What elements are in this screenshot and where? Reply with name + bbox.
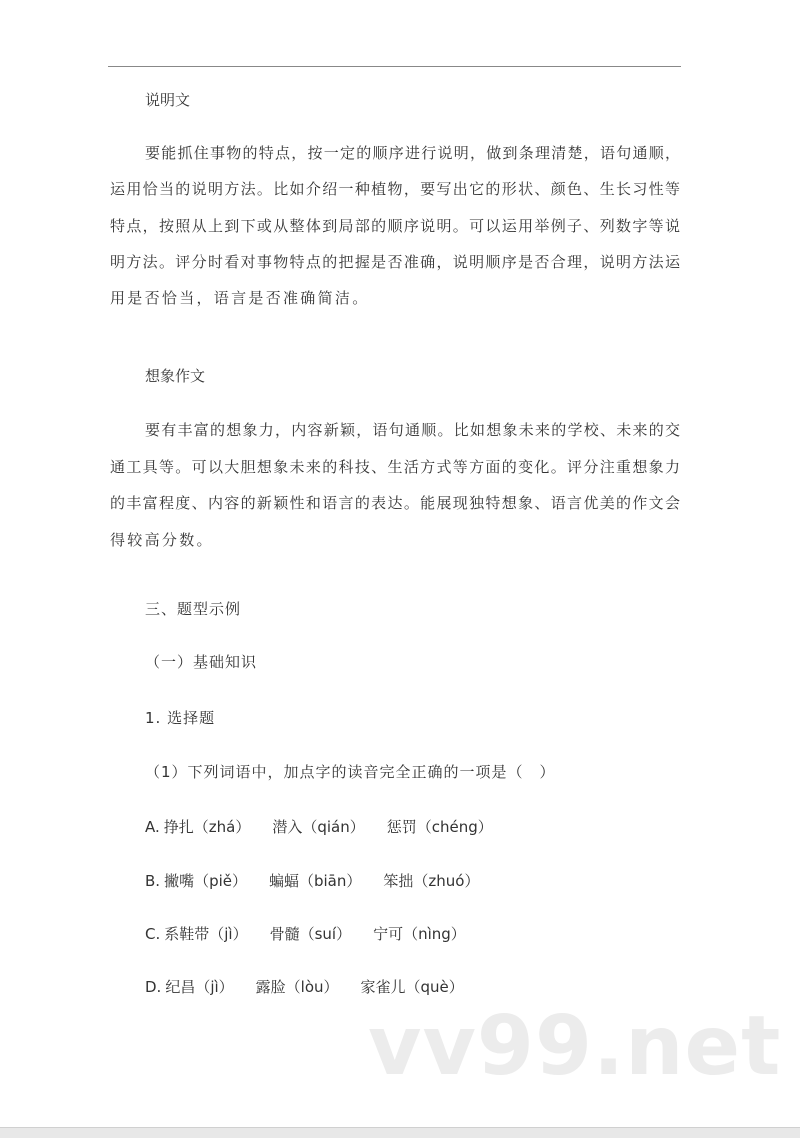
paragraph-line: 特点，按照从上到下或从整体到局部的顺序说明。可以运用举例子、列数字等说 <box>110 217 680 235</box>
option-word: 骨髓（suí） <box>269 925 352 943</box>
option-word: 系鞋带（jì） <box>164 925 248 943</box>
subheading-basics: （一）基础知识 <box>145 653 258 671</box>
option-d <box>145 977 680 997</box>
option-c <box>145 924 680 944</box>
heading-expository: 说明文 <box>145 91 191 109</box>
paragraph-line: 要能抓住事物的特点，按一定的顺序进行说明，做到条理清楚，语句通顺， <box>145 144 680 162</box>
paragraph-line: 用是否恰当，语言是否准确简洁。 <box>110 289 370 307</box>
option-word: 挣扎（zhá） <box>163 818 251 836</box>
paragraph-line: 运用恰当的说明方法。比如介绍一种植物，要写出它的形状、颜色、生长习性等 <box>110 180 680 198</box>
question-text: （1）下列词语中，加点字的读音完全正确的一项是（ ） <box>145 763 556 781</box>
option-word: 笨拙（zhuó） <box>383 872 480 890</box>
option-label: B. <box>145 872 161 890</box>
heading-imaginative: 想象作文 <box>145 367 206 385</box>
paragraph-line: 的丰富程度、内容的新颖性和语言的表达。能展现独特想象、语言优美的作文会 <box>110 494 680 512</box>
paragraph-line: 通工具等。可以大胆想象未来的科技、生活方式等方面的变化。评分注重想象力 <box>110 458 680 476</box>
option-label: A. <box>145 818 160 836</box>
paragraph-line: 得较高分数。 <box>110 531 214 549</box>
option-word: 露脸（lòu） <box>255 978 339 996</box>
paragraph-line: 要有丰富的想象力，内容新颖，语句通顺。比如想象未来的学校、未来的交 <box>145 421 680 439</box>
option-word: 纪昌（jì） <box>165 978 234 996</box>
header-rule <box>108 66 681 67</box>
option-b <box>145 871 680 891</box>
item-multiple-choice: 1. 选择题 <box>145 709 216 727</box>
paragraph-line: 明方法。评分时看对事物特点的把握是否准确，说明顺序是否合理，说明方法运 <box>110 253 680 271</box>
option-word: 宁可（nìng） <box>373 925 466 943</box>
option-word: 撇嘴（piě） <box>164 872 247 890</box>
option-label: D. <box>145 978 162 996</box>
option-label: C. <box>145 925 161 943</box>
option-word: 家雀儿（què） <box>360 978 464 996</box>
watermark: vv99.net <box>368 999 782 1094</box>
option-word: 惩罚（chéng） <box>386 818 493 836</box>
heading-examples: 三、题型示例 <box>145 600 242 618</box>
option-word: 蝙蝠（biān） <box>268 872 362 890</box>
option-a <box>145 817 680 837</box>
page-bottom-edge <box>0 1127 800 1138</box>
option-word: 潜入（qián） <box>272 818 365 836</box>
